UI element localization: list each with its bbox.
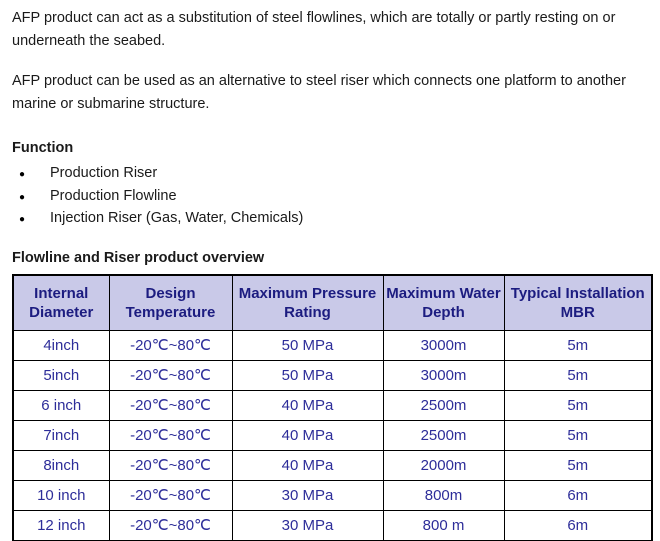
table-cell: 5m: [504, 420, 652, 450]
list-item: [19, 163, 646, 186]
table-row: [13, 390, 652, 420]
table-cell: 5inch: [13, 360, 109, 390]
table-cell: -20℃~80℃: [109, 510, 232, 541]
bullet-icon: ●: [19, 191, 26, 203]
table-cell: 30 MPa: [232, 510, 383, 541]
table-cell: 5m: [504, 330, 652, 360]
table-cell: -20℃~80℃: [109, 360, 232, 390]
table-cell: 5m: [504, 390, 652, 420]
intro-paragraph-flowlines: AFP product can act as a substitution of steel flowlines, which are totally or partly resting on or underneath the seabed.: [12, 10, 616, 49]
table-cell: -20℃~80℃: [109, 420, 232, 450]
table-cell: 12 inch: [13, 510, 109, 541]
table-cell: -20℃~80℃: [109, 480, 232, 510]
table-header-row: [13, 275, 652, 331]
table-cell: 5m: [504, 450, 652, 480]
table-row: [13, 480, 652, 510]
table-cell: 800m: [383, 480, 504, 510]
table-row: [13, 330, 652, 360]
table-cell: 8inch: [13, 450, 109, 480]
list-item: [19, 208, 646, 231]
table-row: [13, 450, 652, 480]
bullet-icon: ●: [19, 214, 26, 225]
column-header-design-temperature: Design Temperature: [109, 275, 232, 331]
list-item-label: Injection Riser (Gas, Water, Chemicals): [50, 210, 304, 226]
table-cell: 7inch: [13, 420, 109, 450]
list-item-label: Production Riser: [50, 165, 158, 181]
table-cell: 5m: [504, 360, 652, 390]
table-cell: 800 m: [383, 510, 504, 541]
table-cell: 6m: [504, 510, 652, 541]
table-cell: 40 MPa: [232, 450, 383, 480]
table-cell: 50 MPa: [232, 360, 383, 390]
table-row: [13, 510, 652, 541]
column-header-internal-diameter: Internal Diameter: [13, 275, 109, 331]
bullet-icon: ●: [19, 169, 26, 180]
column-header-max-pressure-rating: Maximum Pressure Rating: [232, 275, 383, 331]
table-cell: 30 MPa: [232, 480, 383, 510]
table-cell: 10 inch: [13, 480, 109, 510]
product-overview-table: [12, 274, 653, 541]
table-cell: -20℃~80℃: [109, 390, 232, 420]
table-cell: 3000m: [383, 330, 504, 360]
column-header-typical-installation-mbr: Typical Installation MBR: [504, 275, 652, 331]
table-cell: 2500m: [383, 420, 504, 450]
table-cell: 6m: [504, 480, 652, 510]
table-cell: -20℃~80℃: [109, 450, 232, 480]
table-row: [13, 420, 652, 450]
list-item: [19, 186, 646, 209]
table-cell: 40 MPa: [232, 420, 383, 450]
table-cell: 50 MPa: [232, 330, 383, 360]
table-title: Flowline and Riser product overview: [12, 249, 265, 266]
table-cell: 6 inch: [13, 390, 109, 420]
table-cell: 3000m: [383, 360, 504, 390]
function-list: [12, 163, 646, 231]
table-cell: -20℃~80℃: [109, 330, 232, 360]
column-header-max-water-depth: Maximum Water Depth: [383, 275, 504, 331]
table-cell: 2000m: [383, 450, 504, 480]
function-heading: Function: [12, 140, 74, 156]
table-cell: 4inch: [13, 330, 109, 360]
table-row: [13, 360, 652, 390]
table-cell: 2500m: [383, 390, 504, 420]
list-item-label: Production Flowline: [50, 187, 177, 204]
intro-paragraph-riser: AFP product can be used as an alternative to steel riser which connects one platform to another marine or submarine structure.: [12, 73, 626, 112]
table-cell: 40 MPa: [232, 390, 383, 420]
